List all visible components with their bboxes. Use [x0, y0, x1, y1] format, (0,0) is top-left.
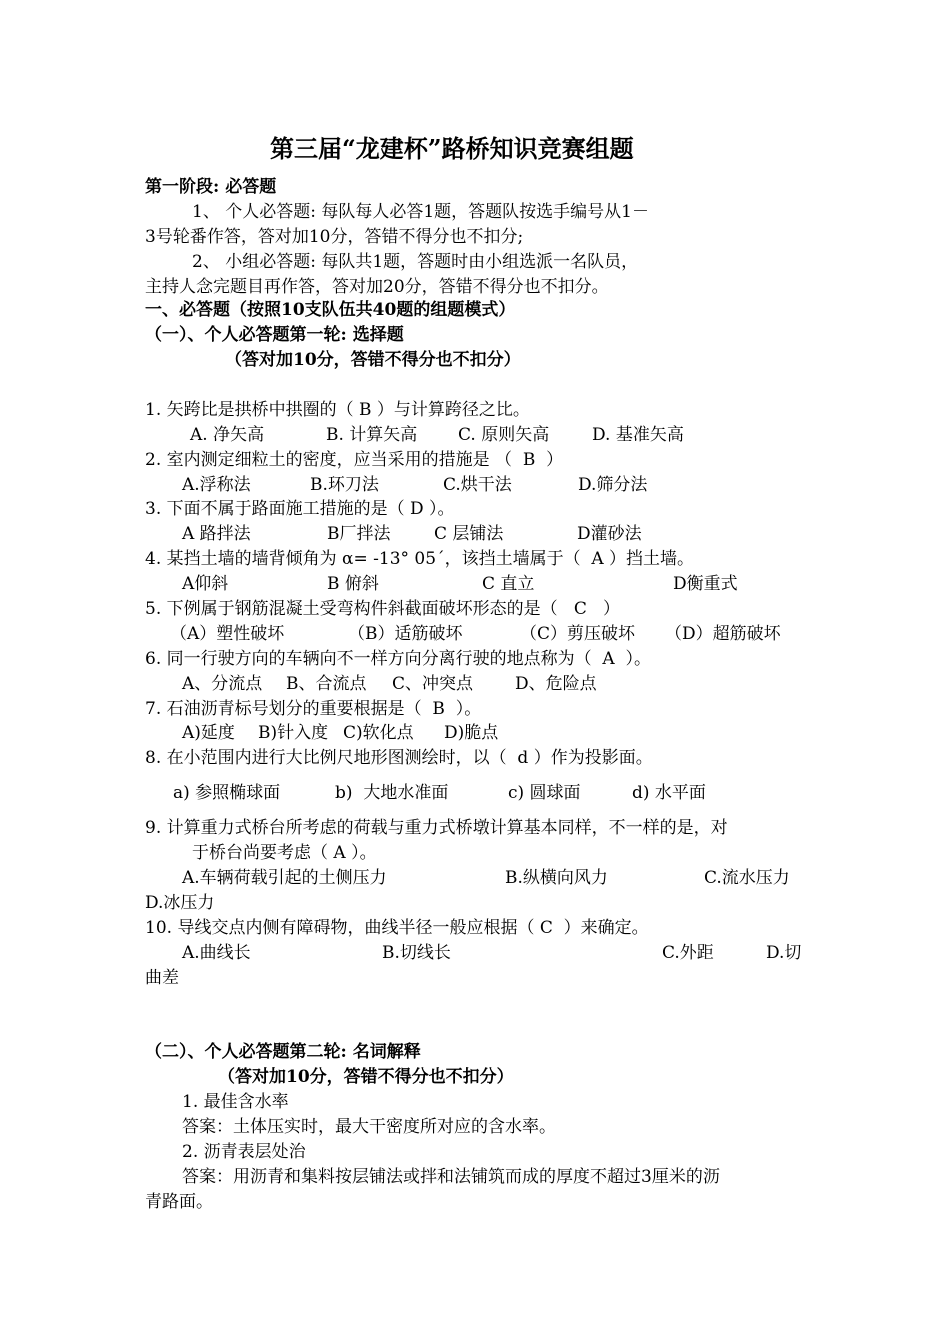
question-3: 3. 下面不属于路面施工措施的是（ D ）。 [145, 499, 455, 519]
question-9-option-d: D.冰压力 [145, 893, 215, 913]
option-a: A.曲线长 [182, 943, 251, 963]
option-a: A 路拌法 [182, 524, 251, 544]
option-b: B、合流点 [286, 674, 367, 694]
option-c: C.外距 [662, 943, 714, 963]
document-title: 第三届“龙建杯”路桥知识竞赛组题 [270, 134, 634, 163]
option-c: （C）剪压破坏 [520, 624, 636, 644]
term-2: 2. 沥青表层处治 [182, 1142, 306, 1162]
section1-heading: 一、必答题（按照10支队伍共40题的组题模式） [145, 300, 516, 320]
option-b: B.纵横向风力 [505, 868, 608, 888]
option-d: d) 水平面 [632, 783, 706, 803]
question-5: 5. 下例属于钢筋混凝土受弯构件斜截面破坏形态的是（ C ） [145, 599, 621, 619]
answer-2-cont: 青路面。 [145, 1192, 213, 1212]
option-d: D.切 [766, 943, 802, 963]
option-b: B厂拌法 [327, 524, 391, 544]
part1-note: （答对加10分，答错不得分也不扣分） [225, 350, 521, 370]
option-d: （D）超筋破坏 [665, 624, 781, 644]
answer-1: 答案：土体压实时，最大干密度所对应的含水率。 [182, 1117, 556, 1137]
option-c: C)软化点 [343, 723, 414, 743]
question-7: 7. 石油沥青标号划分的重要根据是（ B ）。 [145, 699, 482, 719]
rule1-line1: 1、 个人必答题: 每队每人必答1题，答题队按选手编号从1－ [192, 202, 649, 222]
rule2-line2: 主持人念完题目再作答，答对加20分，答错不得分也不扣分。 [145, 277, 609, 297]
part2-note: （答对加10分，答错不得分也不扣分） [218, 1067, 514, 1087]
question-1: 1. 矢跨比是拱桥中拱圈的（ B ）与计算跨径之比。 [145, 400, 530, 420]
part2-heading: （二）、个人必答题第二轮: 名词解释 [145, 1042, 421, 1062]
option-c: C.流水压力 [704, 868, 790, 888]
option-a: A仰斜 [182, 574, 229, 594]
question-9-cont: 于桥台尚要考虑（ A ）。 [192, 843, 377, 863]
option-d: D. 基准矢高 [592, 425, 684, 445]
option-c: C. 原则矢高 [458, 425, 550, 445]
option-a: a) 参照椭球面 [173, 783, 281, 803]
option-b: B 俯斜 [327, 574, 379, 594]
option-c: C.烘干法 [443, 475, 512, 495]
option-a: A.浮称法 [182, 475, 251, 495]
rule1-line2: 3号轮番作答，答对加10分，答错不得分也不扣分; [145, 227, 524, 247]
option-b: B. 计算矢高 [326, 425, 418, 445]
term-1: 1. 最佳含水率 [182, 1092, 289, 1112]
part1-heading: （一）、个人必答题第一轮: 选择题 [145, 325, 404, 345]
question-2: 2. 室内测定细粒土的密度，应当采用的措施是 （ B ） [145, 450, 564, 470]
option-b: B)针入度 [258, 723, 329, 743]
rule2-line1: 2、 小组必答题: 每队共1题，答题时由小组选派一名队员， [192, 252, 639, 272]
question-10: 10. 导线交点内侧有障碍物，曲线半径一般应根据（ C ）来确定。 [145, 918, 649, 938]
option-c: C、冲突点 [392, 674, 474, 694]
option-a: A)延度 [182, 723, 235, 743]
option-b: b) 大地水准面 [335, 783, 449, 803]
question-10-tail: 曲差 [145, 968, 179, 988]
option-a: A.车辆荷载引起的土侧压力 [182, 868, 387, 888]
question-9: 9. 计算重力式桥台所考虑的荷载与重力式桥墩计算基本同样，不一样的是，对 [145, 818, 728, 838]
option-c: C 直立 [482, 574, 535, 594]
answer-2: 答案：用沥青和集料按层铺法或拌和法铺筑而成的厚度不超过3厘米的沥 [182, 1167, 720, 1187]
option-d: D.筛分法 [578, 475, 648, 495]
option-b: B.环刀法 [310, 475, 379, 495]
option-d: D)脆点 [444, 723, 499, 743]
option-c: c) 圆球面 [508, 783, 581, 803]
option-d: D灌砂法 [577, 524, 642, 544]
option-b: （B）适筋破坏 [348, 624, 463, 644]
option-d: D衡重式 [673, 574, 738, 594]
option-c: C 层铺法 [434, 524, 504, 544]
option-d: D、危险点 [515, 674, 597, 694]
option-b: B.切线长 [382, 943, 451, 963]
option-a: A. 净矢高 [190, 425, 265, 445]
option-a: （A）塑性破坏 [170, 624, 285, 644]
stage1-heading: 第一阶段: 必答题 [145, 177, 277, 197]
question-8: 8. 在小范围内进行大比例尺地形图测绘时，以（ d ）作为投影面。 [145, 748, 653, 768]
question-4: 4. 某挡土墙的墙背倾角为 α= -13° 05´，该挡土墙属于（ A ）挡土墙。 [145, 549, 695, 569]
question-6: 6. 同一行驶方向的车辆向不一样方向分离行驶的地点称为（ A ）。 [145, 649, 652, 669]
option-a: A、分流点 [182, 674, 263, 694]
